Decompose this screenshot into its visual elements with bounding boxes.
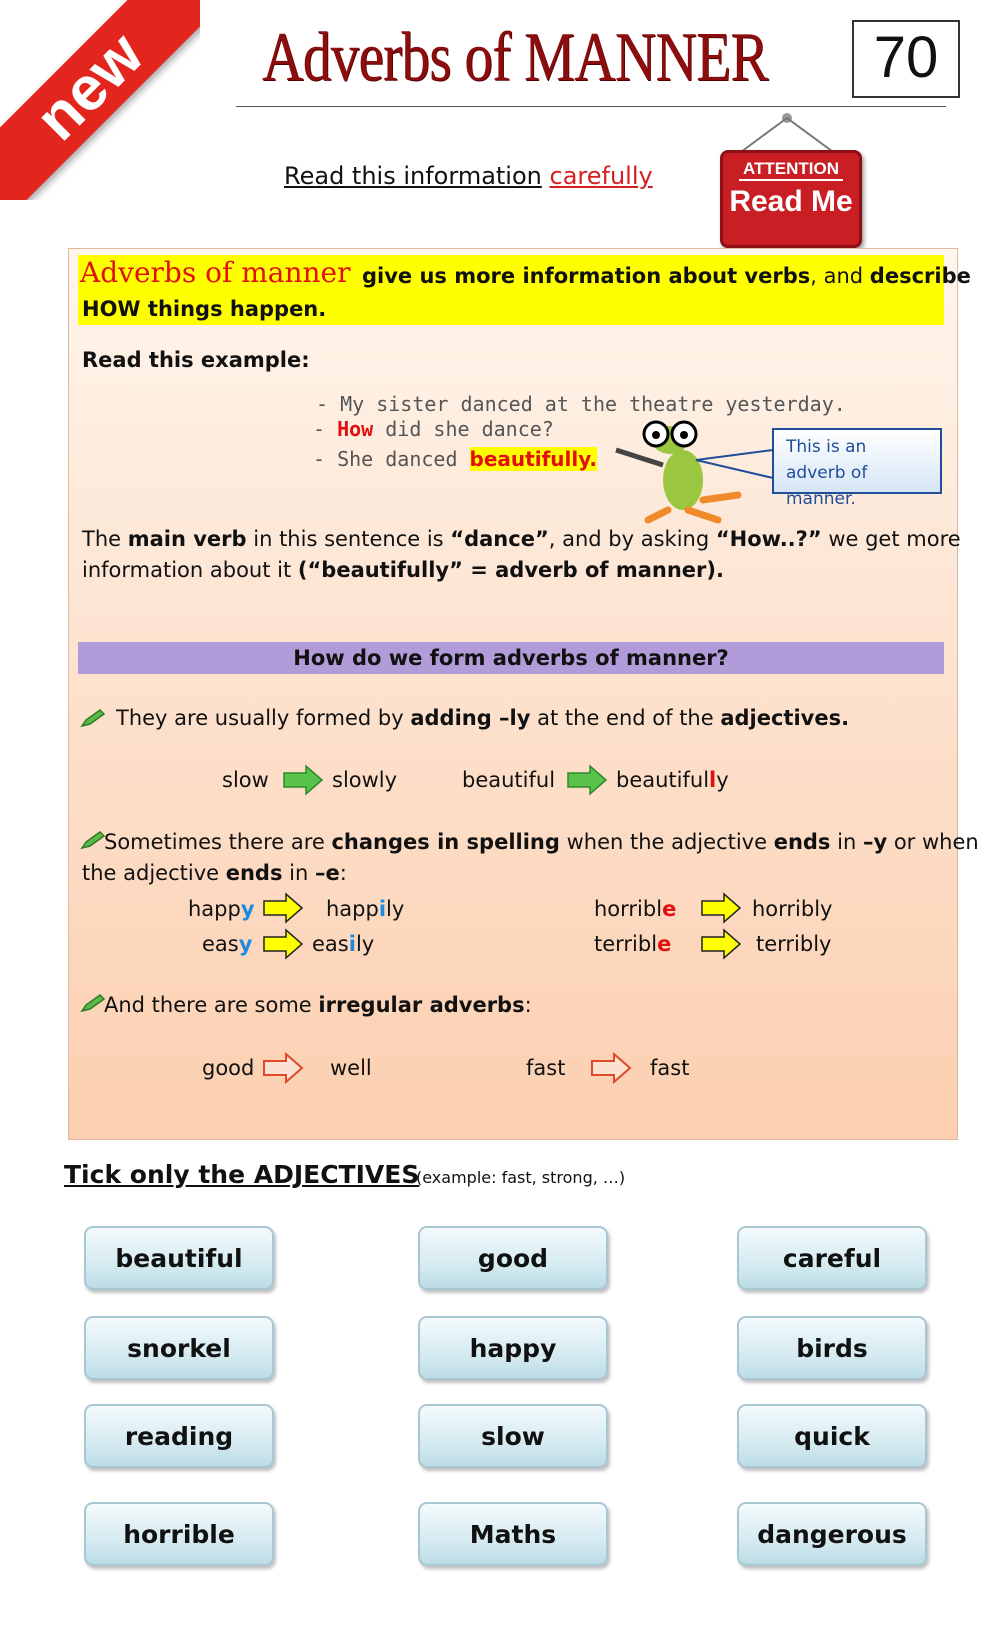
yellow-arrow-icon <box>262 928 304 960</box>
expl-1d: “dance” <box>450 527 549 551</box>
rule3-b: irregular adverbs <box>318 993 525 1017</box>
adj-end: y <box>240 897 255 921</box>
option-button[interactable]: dangerous <box>737 1502 927 1566</box>
irregular-adverb: well <box>330 1056 372 1080</box>
rule2-d: ends <box>773 830 831 854</box>
rule1-c: at the end of the <box>530 706 721 730</box>
rule2-c: when the adjective <box>559 830 774 854</box>
adj-stem: terribl <box>594 932 658 956</box>
spelling-adjective <box>594 932 671 956</box>
option-button[interactable]: snorkel <box>84 1316 274 1380</box>
option-button[interactable]: good <box>418 1226 608 1290</box>
frog-icon <box>608 420 778 530</box>
example-line2-prefix: - <box>313 417 338 441</box>
adv-end: ly <box>386 897 405 921</box>
orange-arrow-icon <box>262 1052 304 1084</box>
option-button[interactable]: horrible <box>84 1502 274 1566</box>
rule2-a: Sometimes there are <box>104 830 332 854</box>
page-number: 70 <box>852 20 960 98</box>
rule2-h: the adjective <box>82 861 226 885</box>
spelling-adjective <box>188 897 255 921</box>
expl-1c: in this sentence is <box>246 527 451 551</box>
option-button[interactable]: reading <box>84 1404 274 1468</box>
definition-term: Adverbs of manner <box>80 256 351 289</box>
explanation-line2 <box>82 558 724 582</box>
task-title: Tick only the ADJECTIVES <box>64 1160 420 1189</box>
definition-part3: describe <box>869 264 971 288</box>
adv-stem: happ <box>326 897 379 921</box>
green-arrow-icon <box>282 764 324 796</box>
expl-2b: (“beautifully” = adverb of manner). <box>297 558 724 582</box>
irregular-adjective: fast <box>526 1056 566 1080</box>
example-line2-rest: did she dance? <box>373 417 554 441</box>
spelling-adverb <box>312 932 374 956</box>
adv-hl: l <box>709 768 717 792</box>
pencil-icon <box>80 830 106 850</box>
rule2-line2 <box>82 861 347 885</box>
expl-1a: The <box>82 527 128 551</box>
adj-end: y <box>238 932 253 956</box>
option-button[interactable]: beautiful <box>84 1226 274 1290</box>
adj-end: e <box>662 897 677 921</box>
option-button[interactable]: careful <box>737 1226 927 1290</box>
section-header: How do we form adverbs of manner? <box>78 642 944 674</box>
adv-end: ly <box>355 932 375 956</box>
expl-1b: main verb <box>127 527 247 551</box>
adv-end: y <box>716 768 729 792</box>
irregular-adverb: fast <box>650 1056 690 1080</box>
spelling-adverb: terribly <box>756 932 832 956</box>
example-label: Read this example: <box>82 348 310 372</box>
example-line3 <box>313 447 597 471</box>
rule2-b: changes in spelling <box>331 830 560 854</box>
expl-1e: , and by asking <box>548 527 716 551</box>
rule2-i: ends <box>225 861 283 885</box>
rule1 <box>116 706 849 730</box>
spelling-adverb <box>326 897 404 921</box>
pair-adjective: slow <box>222 768 269 792</box>
new-ribbon <box>0 0 200 200</box>
orange-arrow-icon <box>590 1052 632 1084</box>
pencil-icon <box>80 993 106 1013</box>
yellow-arrow-icon <box>700 928 742 960</box>
option-button[interactable]: slow <box>418 1404 608 1468</box>
pair-adverb: slowly <box>332 768 398 792</box>
rule2-k: –e <box>314 861 340 885</box>
pencil-icon <box>80 708 106 728</box>
option-button[interactable]: quick <box>737 1404 927 1468</box>
irregular-adjective: good <box>202 1056 255 1080</box>
adv-mid: i <box>378 897 387 921</box>
rule1-d: adjectives. <box>720 706 850 730</box>
pair-adverb <box>616 768 729 792</box>
adverb-callout: This is an adverb of manner. <box>772 428 942 494</box>
example-line2 <box>313 417 554 441</box>
explanation-line1 <box>82 527 961 551</box>
task-example: (example: fast, strong, …) <box>416 1168 626 1187</box>
rule2-line1 <box>104 830 979 854</box>
adv-stem: beautiful <box>616 768 710 792</box>
rule3-a: And there are some <box>104 993 319 1017</box>
adv-mid: i <box>348 932 356 956</box>
read-instruction-text: Read this information <box>284 162 542 190</box>
spelling-adjective <box>594 897 676 921</box>
example-highlight: beautifully. <box>469 447 598 471</box>
expl-2a: information about it <box>82 558 298 582</box>
expl-1f: “How..?” <box>715 527 822 551</box>
rule3-c: : <box>524 993 532 1017</box>
example-how: How <box>337 417 374 441</box>
pair-adjective: beautiful <box>462 768 556 792</box>
spelling-adjective <box>202 932 252 956</box>
attention-label: ATTENTION <box>739 159 843 181</box>
adj-stem: eas <box>202 932 239 956</box>
yellow-arrow-icon <box>262 892 304 924</box>
rule2-g: or when <box>887 830 979 854</box>
rule2-l: : <box>339 861 347 885</box>
rule2-e: in <box>830 830 863 854</box>
adj-stem: happ <box>188 897 241 921</box>
rule2-f: –y <box>862 830 888 854</box>
attention-sign <box>720 150 862 248</box>
definition-line1 <box>362 264 971 288</box>
adv-stem: eas <box>312 932 349 956</box>
rule2-j: in <box>282 861 315 885</box>
option-button[interactable]: Maths <box>418 1502 608 1566</box>
page-title: Adverbs of MANNER <box>262 19 768 96</box>
green-arrow-icon <box>566 764 608 796</box>
option-button[interactable]: birds <box>737 1316 927 1380</box>
rule1-b: adding –ly <box>410 706 531 730</box>
yellow-arrow-icon <box>700 892 742 924</box>
title-underline <box>236 106 946 107</box>
spelling-adverb: horribly <box>752 897 833 921</box>
read-instruction-accent: carefully <box>549 162 653 190</box>
new-ribbon-label: new <box>0 0 200 200</box>
example-line1: - My sister danced at the theatre yesterday. <box>316 392 846 416</box>
adj-end: e <box>657 932 672 956</box>
rule1-a: They are usually formed by <box>116 706 411 730</box>
rule3 <box>104 993 532 1017</box>
expl-1g: we get more <box>821 527 961 551</box>
definition-line2: HOW things happen. <box>82 297 327 321</box>
adj-stem: horribl <box>594 897 663 921</box>
read-me-label: Read Me <box>729 185 853 218</box>
option-button[interactable]: happy <box>418 1316 608 1380</box>
definition-part1: give us more information about verbs <box>362 264 811 288</box>
definition-part2: , and <box>810 264 870 288</box>
read-instruction <box>284 162 653 190</box>
example-line3-prefix: - She danced <box>313 447 470 471</box>
